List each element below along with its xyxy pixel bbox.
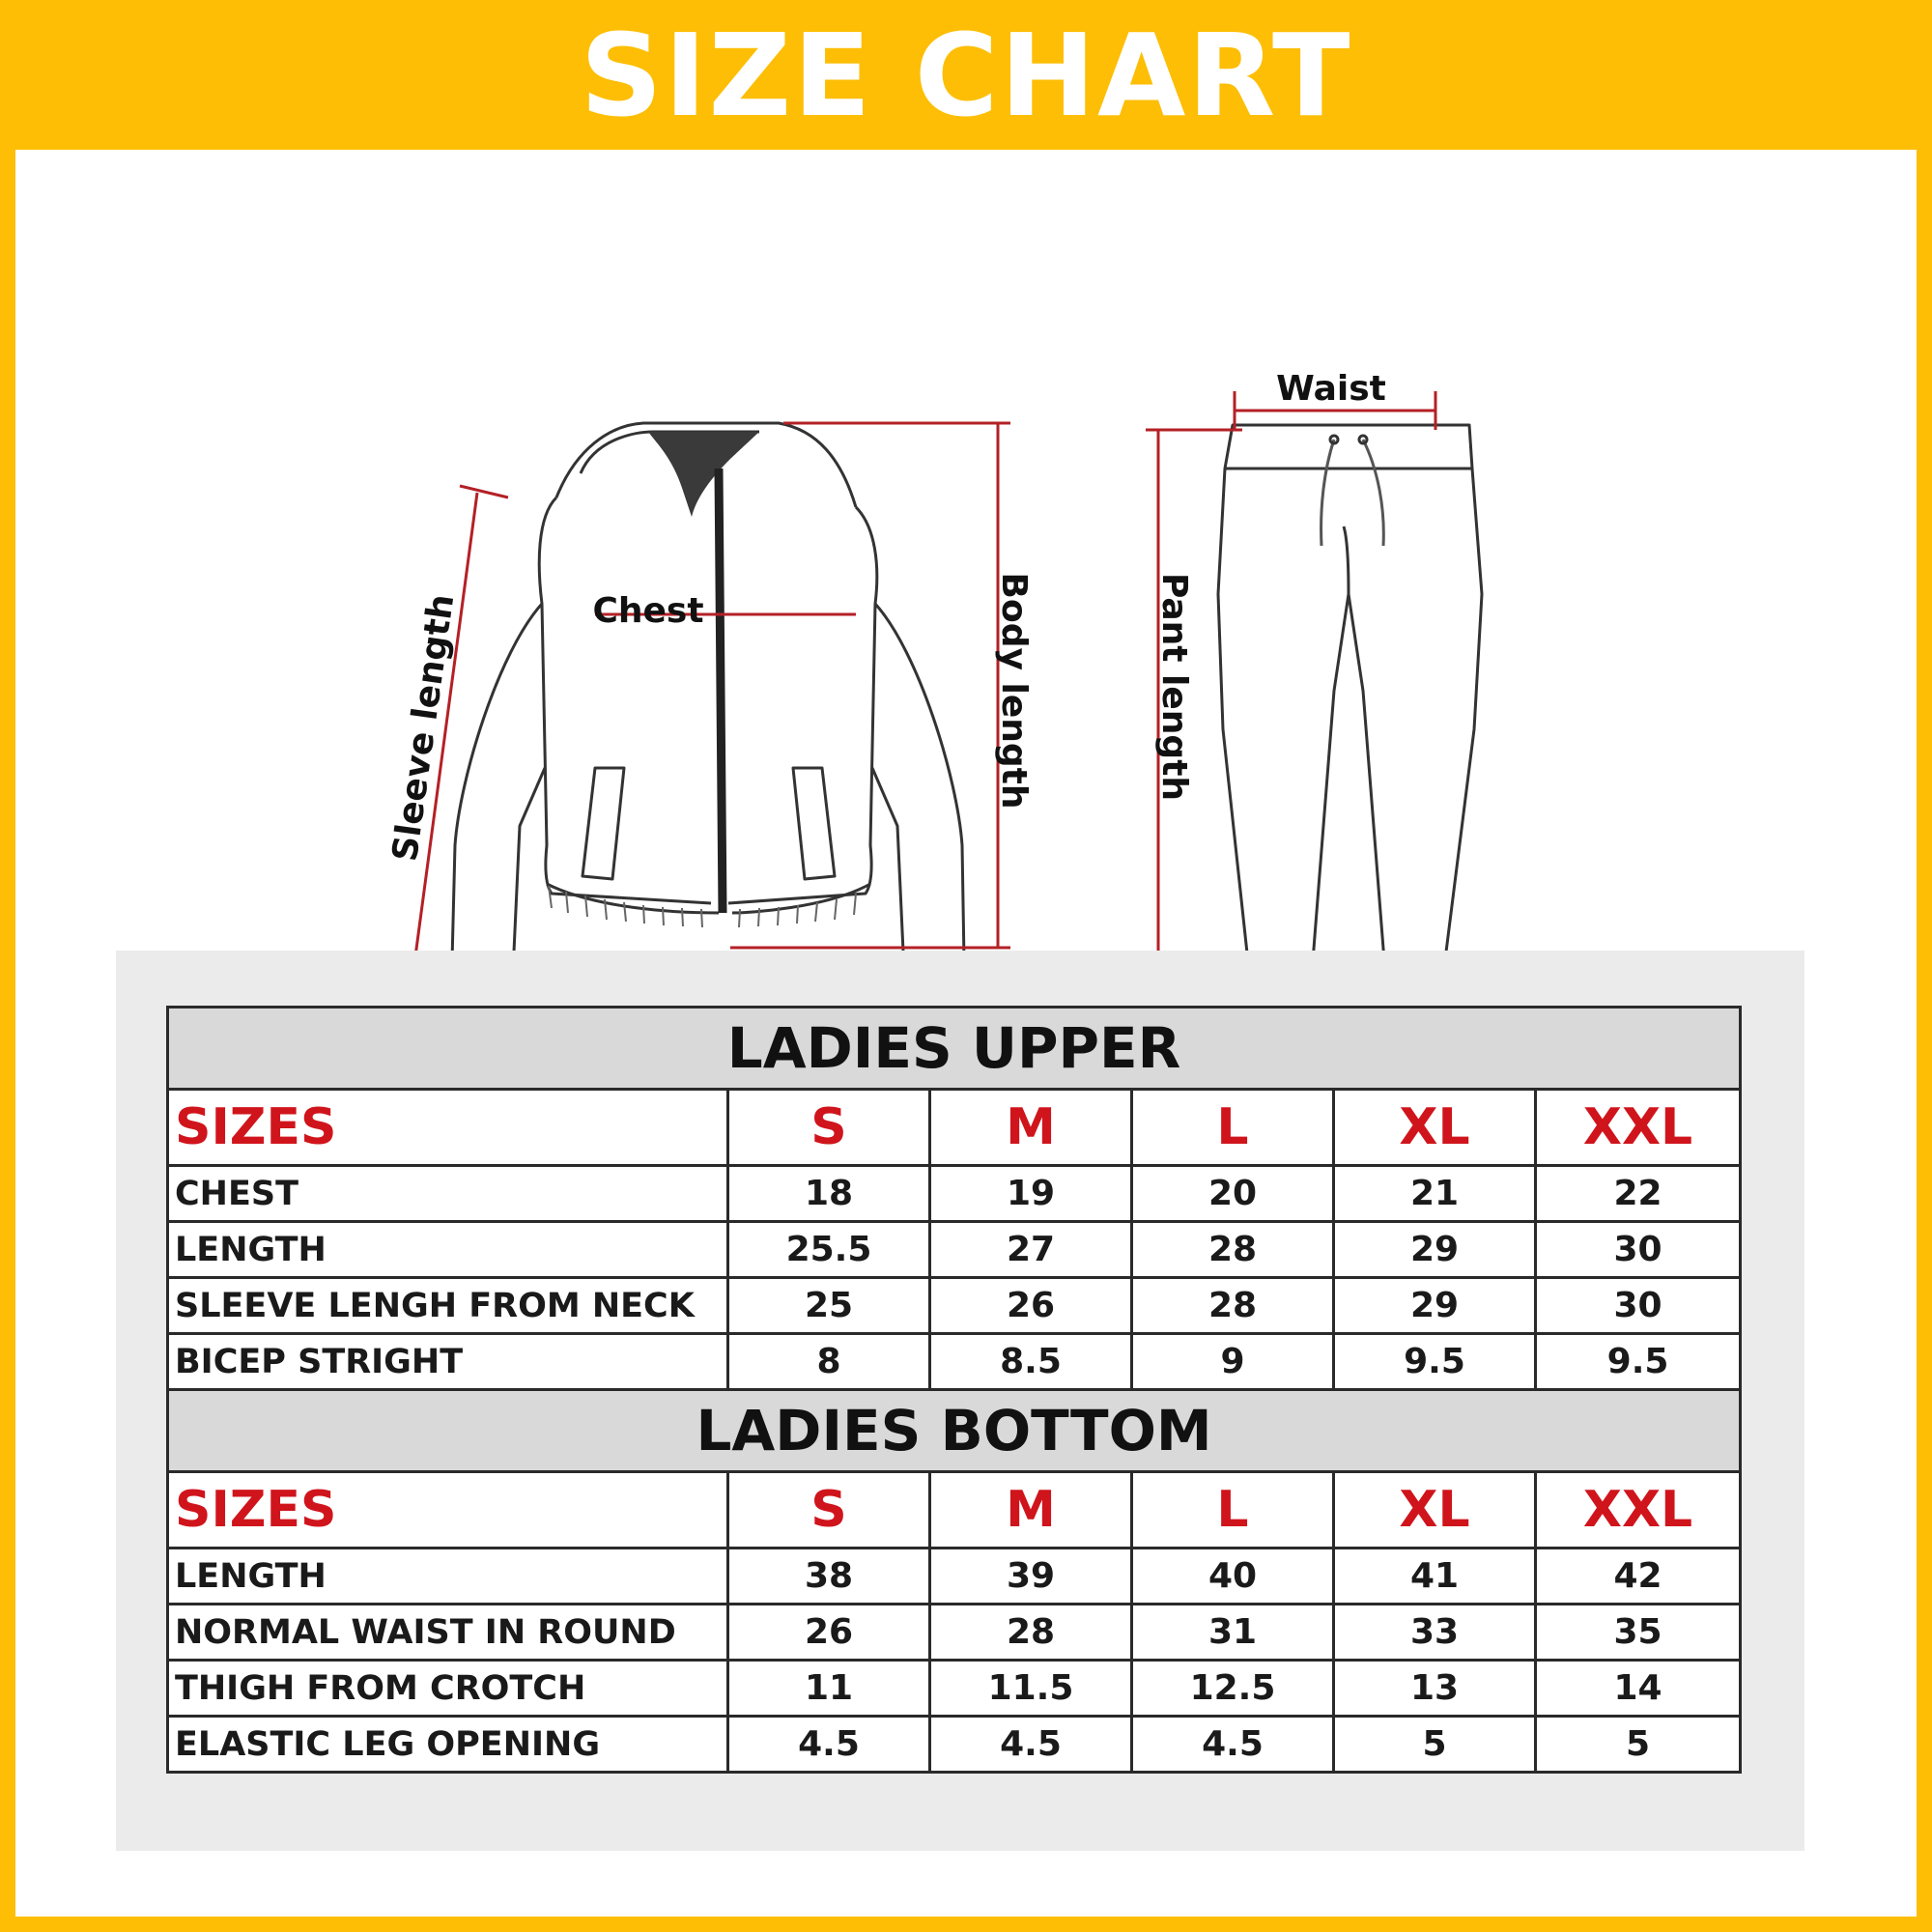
pant-length-label: Pant length (1154, 572, 1194, 802)
table-cell: 29 (1334, 1222, 1536, 1278)
upper-section-title: LADIES UPPER (168, 1008, 1741, 1090)
header-cell: XL (1334, 1090, 1536, 1166)
table-cell: 39 (930, 1548, 1132, 1605)
table-cell: 4.5 (930, 1717, 1132, 1773)
table-cell: 18 (728, 1166, 930, 1222)
table-cell: 29 (1334, 1278, 1536, 1334)
table-cell: 13 (1334, 1661, 1536, 1717)
table-cell: 11 (728, 1661, 930, 1717)
bottom-header-row (168, 1472, 1741, 1548)
header-cell: SIZES (168, 1090, 728, 1166)
header-cell: SIZES (168, 1472, 728, 1548)
header-cell: S (728, 1472, 930, 1548)
table-row (168, 1166, 1741, 1222)
table-cell: 9 (1132, 1334, 1334, 1390)
table-row (168, 1278, 1741, 1334)
table-cell: 28 (1132, 1222, 1334, 1278)
pants-illustration (1218, 425, 1482, 998)
header-cell: M (930, 1090, 1132, 1166)
table-cell: 30 (1536, 1278, 1741, 1334)
sleeve-length-label: Sleeve length (384, 591, 463, 865)
table-row (168, 1548, 1741, 1605)
header-cell: S (728, 1090, 930, 1166)
row-label: BICEP STRIGHT (168, 1334, 728, 1390)
table-cell: 25.5 (728, 1222, 930, 1278)
table-row (168, 1334, 1741, 1390)
table-cell: 25 (728, 1278, 930, 1334)
table-cell: 30 (1536, 1222, 1741, 1278)
upper-header-row (168, 1090, 1741, 1166)
header-cell: XXL (1536, 1472, 1741, 1548)
table-cell: 19 (930, 1166, 1132, 1222)
table-cell: 27 (930, 1222, 1132, 1278)
garment-diagram (15, 150, 1917, 903)
content-panel (15, 150, 1917, 1917)
header-cell: L (1132, 1472, 1334, 1548)
table-cell: 33 (1334, 1605, 1536, 1661)
zipper (719, 469, 723, 913)
table-cell: 38 (728, 1548, 930, 1605)
table-cell: 42 (1536, 1548, 1741, 1605)
table-cell: 41 (1334, 1548, 1536, 1605)
table-cell: 5 (1536, 1717, 1741, 1773)
table-cell: 12.5 (1132, 1661, 1334, 1717)
bottom-section-title: LADIES BOTTOM (168, 1390, 1741, 1472)
row-label: LENGTH (168, 1222, 728, 1278)
row-label: NORMAL WAIST IN ROUND (168, 1605, 728, 1661)
table-cell: 22 (1536, 1166, 1741, 1222)
table-cell: 26 (930, 1278, 1132, 1334)
header-cell: XL (1334, 1472, 1536, 1548)
header-cell: XXL (1536, 1090, 1741, 1166)
table-cell: 11.5 (930, 1661, 1132, 1717)
row-label: ELASTIC LEG OPENING (168, 1717, 728, 1773)
table-cell: 40 (1132, 1548, 1334, 1605)
table-cell: 4.5 (1132, 1717, 1334, 1773)
table-row (168, 1605, 1741, 1661)
table-cell: 9.5 (1334, 1334, 1536, 1390)
table-cell: 4.5 (728, 1717, 930, 1773)
table-cell: 9.5 (1536, 1334, 1741, 1390)
waist-label: Waist (1276, 369, 1386, 409)
page-title: SIZE CHART (580, 8, 1352, 142)
table-cell: 14 (1536, 1661, 1741, 1717)
hood-lining (648, 432, 759, 517)
table-row (168, 1222, 1741, 1278)
header-cell: M (930, 1472, 1132, 1548)
chest-label: Chest (592, 591, 704, 631)
row-label: CHEST (168, 1166, 728, 1222)
row-label: SLEEVE LENGH FROM NECK (168, 1278, 728, 1334)
size-table-area (116, 951, 1804, 1851)
row-label: LENGTH (168, 1548, 728, 1605)
size-table (166, 1006, 1742, 1774)
table-cell: 20 (1132, 1166, 1334, 1222)
body-length-label: Body length (994, 572, 1034, 810)
table-cell: 26 (728, 1605, 930, 1661)
row-label: THIGH FROM CROTCH (168, 1661, 728, 1717)
table-cell: 21 (1334, 1166, 1536, 1222)
table-cell: 31 (1132, 1605, 1334, 1661)
table-cell: 5 (1334, 1717, 1536, 1773)
header-cell: L (1132, 1090, 1334, 1166)
table-row (168, 1717, 1741, 1773)
table-cell: 8.5 (930, 1334, 1132, 1390)
table-row (168, 1661, 1741, 1717)
table-cell: 35 (1536, 1605, 1741, 1661)
table-cell: 28 (1132, 1278, 1334, 1334)
jacket-illustration (452, 423, 965, 1005)
table-cell: 8 (728, 1334, 930, 1390)
table-cell: 28 (930, 1605, 1132, 1661)
